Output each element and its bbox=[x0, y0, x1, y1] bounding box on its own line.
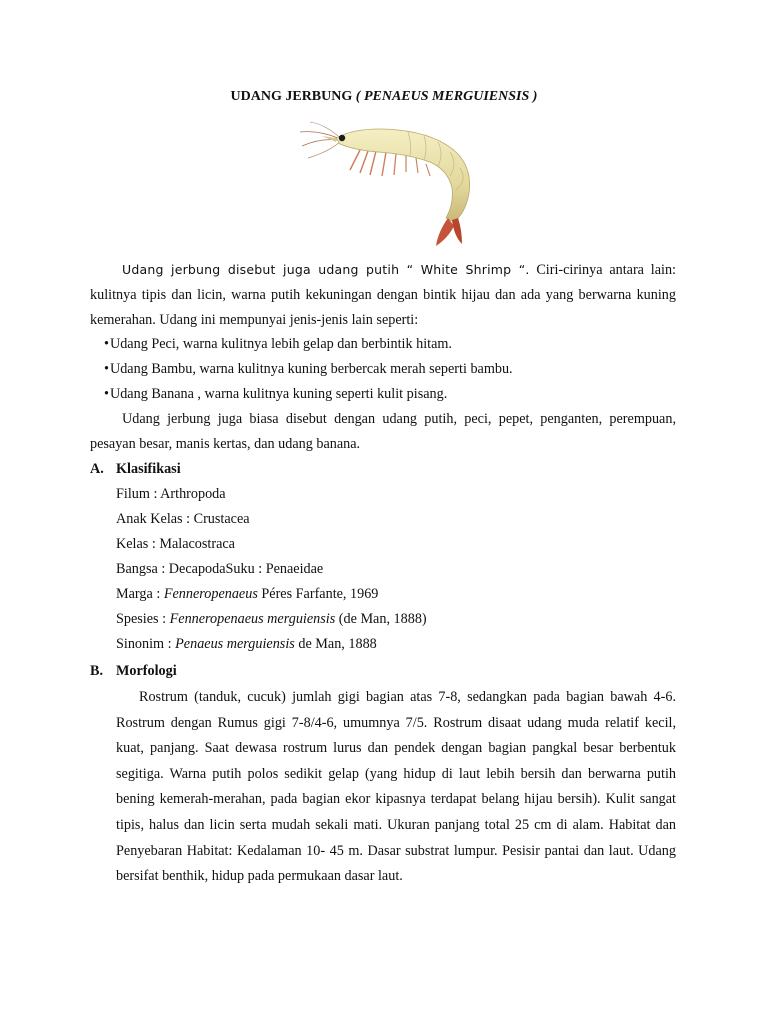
morphology-paragraph: Rostrum (tanduk, cucuk) jumlah gigi bagian atas 7-8, sedangkan pada bagian bawah 4-6. Rostrum dengan Rumus gigi 7-8/4-6, umumnya 7/5. Rostrum disaat udang muda relatif kecil, kuat, panjang. Saat dewasa rostrum lurus dan pendek dengan bagian pangkal besar berbentuk segitiga. Warna putih polos sedikit gelap (yang hidup di laut lebih bersih dan berwarna putih bening kemerah-merahan, pada bagian ekor kipasnya terdapat belang hijau bersih). Kulit sangat tipis, halus dan licin serta mudah sekali mati. Ukuran panjang total 25 cm di alam. Habitat dan Penyebaran Habitat: Kedalaman 10- 45 m. Dasar substrat lumpur. Pesisir pantai dan laut. Udang bersifat benthik, hidup pada permukaan dasar laut. bbox=[116, 689, 676, 885]
list-item: Sinonim : Penaeus merguiensis de Man, 1888 bbox=[116, 636, 377, 652]
species-bullet-list bbox=[104, 332, 513, 407]
intro-sans-text: Udang jerbung disebut juga udang putih “ White Shrimp “. bbox=[122, 262, 530, 277]
intro-rest: kulitnya tipis dan licin, warna putih kekuningan dengan bintik hijau dan ada yang berwarna kuning kemerahan. Udang ini mempunyai jenis-jenis lain seperti: bbox=[90, 287, 676, 328]
alias-line-2: pesayan besar, manis kertas, dan udang banana. bbox=[90, 436, 361, 452]
list-item: Spesies : Fenneropenaeus merguiensis (de Man, 1888) bbox=[116, 611, 427, 627]
alias-line-1: Udang jerbung juga biasa disebut dengan udang putih, peci, pepet, penganten, perempuan, bbox=[122, 411, 676, 427]
document-title: UDANG JERBUNG ( PENAEUS MERGUIENSIS ) bbox=[230, 89, 538, 104]
intro-rest-line1: Ciri-cirinya antara lain: bbox=[536, 262, 676, 278]
list-item: Anak Kelas : Crustacea bbox=[116, 511, 250, 527]
list-item: • Udang Bambu, warna kulitnya kuning berbercak merah seperti bambu. bbox=[104, 357, 513, 382]
shrimp-illustration bbox=[298, 118, 488, 248]
title-latin: PENAEUS MERGUIENSIS bbox=[363, 89, 530, 104]
list-item: Marga : Fenneropenaeus Péres Farfante, 1969 bbox=[116, 586, 379, 602]
alias-paragraph bbox=[90, 407, 676, 457]
classification-list bbox=[116, 482, 427, 657]
section-b-heading: B. Morfologi bbox=[90, 663, 177, 679]
section-a-heading: A. Klasifikasi bbox=[90, 461, 181, 477]
list-item: • Udang Peci, warna kulitnya lebih gelap dan berbintik hitam. bbox=[104, 332, 513, 357]
list-item: Kelas : Malacostraca bbox=[116, 536, 235, 552]
list-item: Filum : Arthropoda bbox=[116, 486, 226, 502]
title-main: UDANG JERBUNG bbox=[230, 89, 353, 104]
list-item: • Udang Banana , warna kulitnya kuning seperti kulit pisang. bbox=[104, 382, 513, 407]
list-item: Bangsa : DecapodaSuku : Penaeidae bbox=[116, 561, 324, 577]
intro-paragraph bbox=[90, 257, 676, 333]
